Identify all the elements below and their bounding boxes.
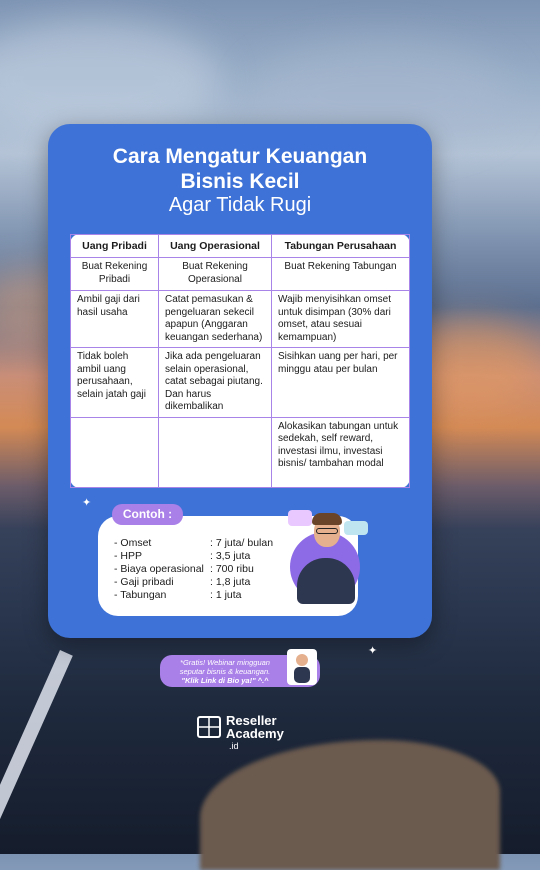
example-row-label: - Biaya operasional [114,563,204,575]
table-row [71,348,410,418]
table-cell: Sisihkan uang per hari, per minggu atau per bulan [272,348,410,418]
webinar-line-2: seputar bisnis & keuangan. [179,667,271,676]
table-row [71,417,410,487]
table-cell: Wajib menyisihkan omset untuk disimpan (30% dari omset, atau sesuai kemampuan) [272,291,410,348]
table-cell: Catat pemasukan & pengeluaran sekecil apapun (Anggaran keuangan sederhana) [159,291,272,348]
table-cell [71,417,159,487]
example-row-value: : 7 juta/ bulan [210,537,274,549]
chart-bubble-icon [288,510,312,526]
webinar-line-1: *Gratis! Webinar mingguan [180,658,270,667]
table-header: Uang Operasional [159,235,272,258]
table-header: Tabungan Perusahaan [272,235,410,258]
example-row-value: : 3,5 juta [210,550,251,562]
road-line [0,650,73,857]
brand-logo [226,714,284,740]
main-card [48,124,432,657]
table-cell: Tidak boleh ambil uang perusahaan, selain jatah gaji [71,348,159,418]
table-header: Uang Pribadi [71,235,159,258]
page-title [48,144,432,194]
background-car [200,740,500,870]
logo-line-2: Academy [226,726,284,741]
title-line-2: Bisnis Kecil [180,170,300,193]
table-cell: Jika ada pengeluaran selain operasional, catat sebagai piutang. Dan harus dikembalikan [159,348,272,418]
example-label: Contoh : [112,504,183,525]
table-cell: Buat Rekening Operasional [159,258,272,291]
table-cell: Buat Rekening Tabungan [272,258,410,291]
table-header-row [71,235,410,258]
logo-icon [197,716,221,738]
presenter-avatar-icon [286,647,318,687]
table-cell [159,417,272,487]
table-row [71,258,410,291]
page-subtitle: Agar Tidak Rugi [168,194,312,216]
example-row-label: - HPP [114,550,143,562]
finance-table [70,234,410,488]
example-row-label: - Gaji pribadi [114,576,174,588]
sparkle-icon: ✦ [82,496,92,509]
table-cell: Alokasikan tabungan untuk sedekah, self reward, investasi ilmu, investasi bisnis/ tambahan modal [272,417,410,487]
table-cell: Ambil gaji dari hasil usaha [71,291,159,348]
logo-line-1: Reseller [226,713,277,728]
table-cell: Buat Rekening Pribadi [71,258,159,291]
example-row-value: : 700 ribu [210,563,254,575]
logo-suffix: .id [229,741,239,751]
webinar-line-3: "Klik Link di Bio ya!" ^.^ [181,676,269,685]
chat-bubble-icon [344,521,368,535]
sparkle-icon: ✦ [368,644,378,657]
background-cloud [0,20,220,140]
table-row [71,291,410,348]
example-row-value: : 1,8 juta [210,576,251,588]
example-row-label: - Tabungan [114,589,167,601]
example-row-label: - Omset [114,537,152,549]
title-line-1: Cara Mengatur Keuangan [112,145,368,168]
example-row-value: : 1 juta [210,589,242,601]
